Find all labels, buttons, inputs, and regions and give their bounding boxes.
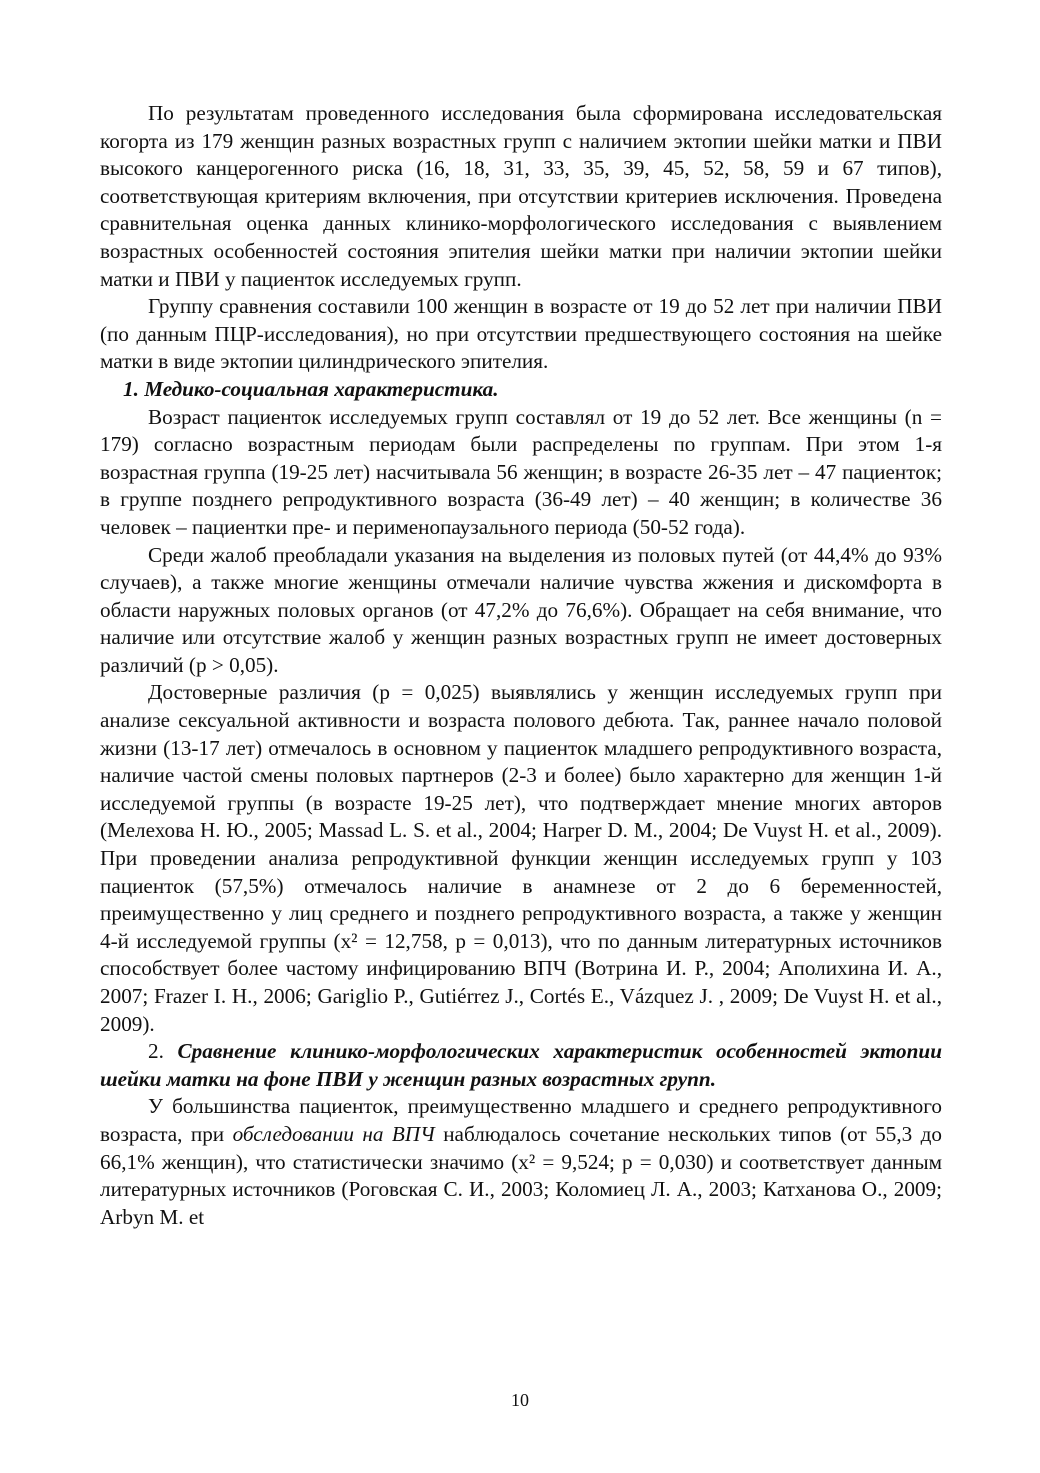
paragraph-hpv-types-italic: обследовании на ВПЧ: [232, 1121, 435, 1146]
paragraph-age: Возраст пациенток исследуемых групп составлял от 19 до 52 лет. Все женщины (n = 179) согласно возрастным периодам были распределены по группам. При этом 1-я возрастная группа (19-25 лет) насчитывала 56 женщин; в возрасте 26-35 лет – 47 пациенток; в группе позднего репродуктивного возраста (36-49 лет) – 40 женщин; в количестве 36 человек – пациентки пре- и перименопаузального периода (50-52 года).: [100, 404, 942, 539]
section-heading-2-title: Сравнение клинико-морфологических характеристик особенностей эктопии шейки матки на фоне ПВИ у женщин разных возрастных групп.: [100, 1039, 942, 1091]
document-page: [100, 100, 942, 1231]
paragraph-complaints: Среди жалоб преобладали указания на выделения из половых путей (от 44,4% до 93% случаев), а также многие женщины отмечали наличие чувства жжения и дискомфорта в области наружных половых органов (от 47,2% до 76,6%). Обращает на себя внимание, что наличие или отсутствие жалоб у женщин разных возрастных групп не имеет достоверных различий (p > 0,05).: [100, 542, 942, 677]
section-heading-2-number: 2.: [148, 1039, 164, 1064]
paragraph-comparison-group: Группу сравнения составили 100 женщин в возрасте от 19 до 52 лет при наличии ПВИ (по данным ПЦР-исследования), но при отсутствии предшествующего состояния на шейке матки в виде эктопии цилиндрического эпителия.: [100, 294, 942, 374]
paragraph-sexual-activity: Достоверные различия (p = 0,025) выявлялись у женщин исследуемых групп при анализе сексуальной активности и возраста полового дебюта. Так, раннее начало половой жизни (13-17 лет) отмечалось в основном у пациенток младшего репродуктивного возраста, наличие частой смены половых партнеров (2-3 и более) было характерно для женщин 1-й исследуемой группы (в возрасте 19-25 лет), что подтверждает мнение многих авторов (Мелехова Н. Ю., 2005; Massad L. S. et al., 2004; Harper D. M., 2004; De Vuyst H. et al., 2009). При проведении анализа репродуктивной функции женщин исследуемых групп у 103 пациенток (57,5%) отмечалось наличие в анамнезе от 2 до 6 беременностей, преимущественно у лиц среднего и позднего репродуктивного возраста, а также у женщин 4-й исследуемой группы (x² = 12,758, p = 0,013), что по данным литературных источников способствует более частому инфицированию ВПЧ (Вотрина И. Р., 2004; Аполихина И. А., 2007; Frazer I. H., 2006; Gariglio P., Gutiérrez J., Cortés E., Vázquez J. , 2009; De Vuyst H. et al., 2009).: [100, 680, 942, 1036]
section-heading-1: 1. Медико-социальная характеристика.: [123, 376, 499, 401]
page-number: 10: [511, 1390, 529, 1410]
section-heading-2: [100, 1038, 942, 1093]
paragraph-cohort: По результатам проведенного исследования была сформирована исследовательская когорта из 179 женщин разных возрастных групп с наличием эктопии шейки матки и ПВИ высокого канцерогенного риска (16, 18, 31, 33, 35, 39, 45, 52, 58, 59 и 67 типов), соответствующая критериям включения, при отсутствии критериев исключения. Проведена сравнительная оценка данных клинико-морфологического исследования с выявлением возрастных особенностей состояния эпителия шейки матки при наличии эктопии шейки матки и ПВИ у пациенток исследуемых групп.: [100, 101, 942, 291]
paragraph-hpv-types-part-a: У большинства пациенток, преимущественно младшего и среднего репродуктивного возраста, при: [100, 1094, 942, 1146]
paragraph-hpv-types-part-b: наблюдалось сочетание нескольких типов (от 55,3 до 66,1% женщин), что статистически значимо (x² = 9,524; p = 0,030) и соответствует данным литературных источников (Роговская С. И., 2003; Коломиец Л. А., 2003; Катханова О., 2009; Arbyn M. et: [100, 1121, 943, 1229]
paragraph-hpv-types: [100, 1093, 942, 1231]
